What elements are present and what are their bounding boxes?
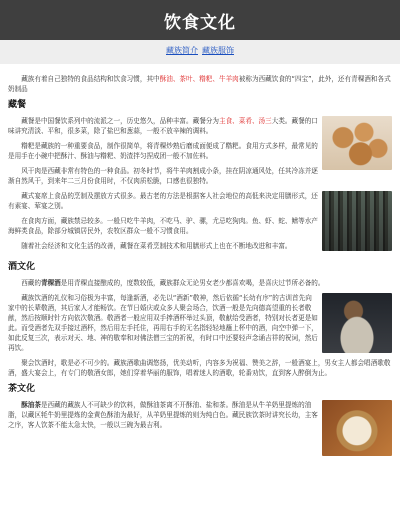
nav-link-intro[interactable]: 藏族简介 bbox=[166, 45, 198, 55]
intro-text: 藏族有着自己独特的食品结构和饮食习惯，其中 bbox=[21, 75, 160, 83]
zangcan-paragraph-3: 风干肉是西藏非常有特色的一种食品。初冬时节，将牛羊肉割成小条，挂在阴凉通风处，任其冷冻并逐渐自然风干，到来年二三月份食用时，不仅肉质松脆，口感也很独特。 bbox=[8, 167, 318, 185]
cha-block bbox=[8, 400, 392, 456]
dried-meat-photo bbox=[322, 191, 392, 251]
article-content bbox=[0, 64, 400, 524]
zangcan-paragraph-2: 糌粑是藏族的一种重要食品，制作很简单，将青稞炒熟后磨成面便成了糌粑。食用方式多样，最常见的是用手在小碗中把酥汁、酥油与糌粑、奶渣拌匀捏成团一般不加佐料。 bbox=[8, 142, 318, 160]
jiu-p1-text-end: 是用青稞直接酿成的，度数较低，藏族群众无论男女老少都喜欢喝，是喜庆过节所必备的。 bbox=[60, 279, 325, 287]
header-bar bbox=[0, 0, 400, 40]
wine-jug-photo bbox=[322, 293, 392, 353]
zangcan-paragraph-6: 随着社会经济和文化生活的改善，藏餐在菜肴烹制技术和用膳形式上也在不断地改进和丰富。 bbox=[21, 242, 292, 250]
jiu-paragraph-3: 聚会饮酒时，歌是必不可少的。藏族酒歌曲调悠扬，优美动听，内容多为祝福、赞美之辞，一般酒宴上，男女主人都会唱酒歌敬酒，盛大宴会上，有专门的敬酒女郎，她们穿着华丽的服饰，唱着迷人的酒歌，轮番劝饮，直到客人醉倒为止。 bbox=[8, 359, 391, 377]
barley-wine-term: 青稞酒 bbox=[40, 279, 61, 287]
nav-link-clothing[interactable]: 藏族服饰 bbox=[202, 45, 234, 55]
zangcan-p1-text-end: 大类。藏餐的口味讲究清淡、平和，很多菜，除了盐巴和葱蒜，一般不放辛辣的调料。 bbox=[8, 117, 318, 135]
cha-p1-text: 是西藏的藏族人不可缺少的饮料，做酥油茶离不开酥油、盐和茶。酥油是从牛羊奶里提炼的油脂，以藏区牦牛奶里提炼的金黄色酥油为最好，从羊奶里提炼的则为纯白色。藏民族饮茶时讲究长幼，主客之序，客人饮茶不能太急太快，一般以三碗为最吉利。 bbox=[8, 401, 318, 429]
cha-paragraph-1 bbox=[8, 400, 318, 430]
zangcan-block-1 bbox=[8, 116, 392, 191]
jiu-paragraph-2: 藏族饮酒的礼仪和习俗极为丰富，每逢新酒，必先以“酒新”敬神，然后依循“长幼有序”的古训首先向家中的长辈敬酒，其后家人才能畅饮。在节日婚庆或众多人聚会场合，饮酒一般是先向德高望重的长者敬献，然后按顺时针方向依次敬酒。敬酒者一般应用双手捧酒杯举过头顶，敬献给受酒者，特别对长者更是如此。而受酒者先双手接过酒杯，然后用左手托住，再用右手的无名指轻轻地蘸上杯中的酒，向空中弹一下，如此反复三次，表示对天、地、神的敬奉和对佛法僧三宝的祈祝，有时口中还要轻声念诵吉祥的祝词，然后再饮。 bbox=[8, 294, 318, 352]
zangcan-p1-text: 藏餐是中国餐饮系列中的流派之一，历史悠久，品种丰富。藏餐分为 bbox=[21, 117, 219, 125]
page-title: 饮食文化 bbox=[164, 12, 236, 33]
nav-links bbox=[0, 40, 400, 60]
jiu-p1-text: 西藏的 bbox=[21, 279, 41, 287]
zangcan-paragraph-5: 在食肉方面，藏族禁忌较多。一般只吃牛羊肉，不吃马、驴、骡，尤忌吃狗肉。鱼、虾、蛇、鳝等水产海鲜类食品，除部分城镇居民外，农牧区群众一般不习惯食用。 bbox=[8, 217, 318, 235]
section-heading-zangcan: 藏餐 bbox=[8, 100, 27, 110]
jiu-block bbox=[8, 293, 392, 358]
intro-paragraph bbox=[8, 74, 392, 94]
intro-text-end: 被称为西藏饮食的“四宝”，此外，还有青稞酒和各式奶制品 bbox=[8, 75, 391, 93]
jiu-paragraph-1 bbox=[8, 278, 392, 288]
zangcan-block-2 bbox=[8, 191, 392, 256]
butter-tea-term: 酥油茶 bbox=[21, 401, 41, 409]
section-heading-cha: 茶文化 bbox=[8, 384, 36, 394]
zangcan-paragraph-4: 藏式宴席上食品的烹制及摆放方式很多。最古老的方法是根据客人社会地位的高低来决定用膳形式，还有素宴、荤宴之别。 bbox=[8, 192, 318, 210]
section-heading-jiu: 酒文化 bbox=[8, 262, 36, 272]
zangcan-paragraph-1 bbox=[8, 116, 318, 136]
tibetan-food-photo bbox=[322, 116, 392, 170]
four-treasures-highlight: 酥油、茶叶、糌粑、牛羊肉 bbox=[159, 75, 239, 83]
butter-tea-photo bbox=[322, 400, 392, 456]
zangcan-categories-highlight: 主食、菜肴、汤三 bbox=[219, 117, 272, 125]
